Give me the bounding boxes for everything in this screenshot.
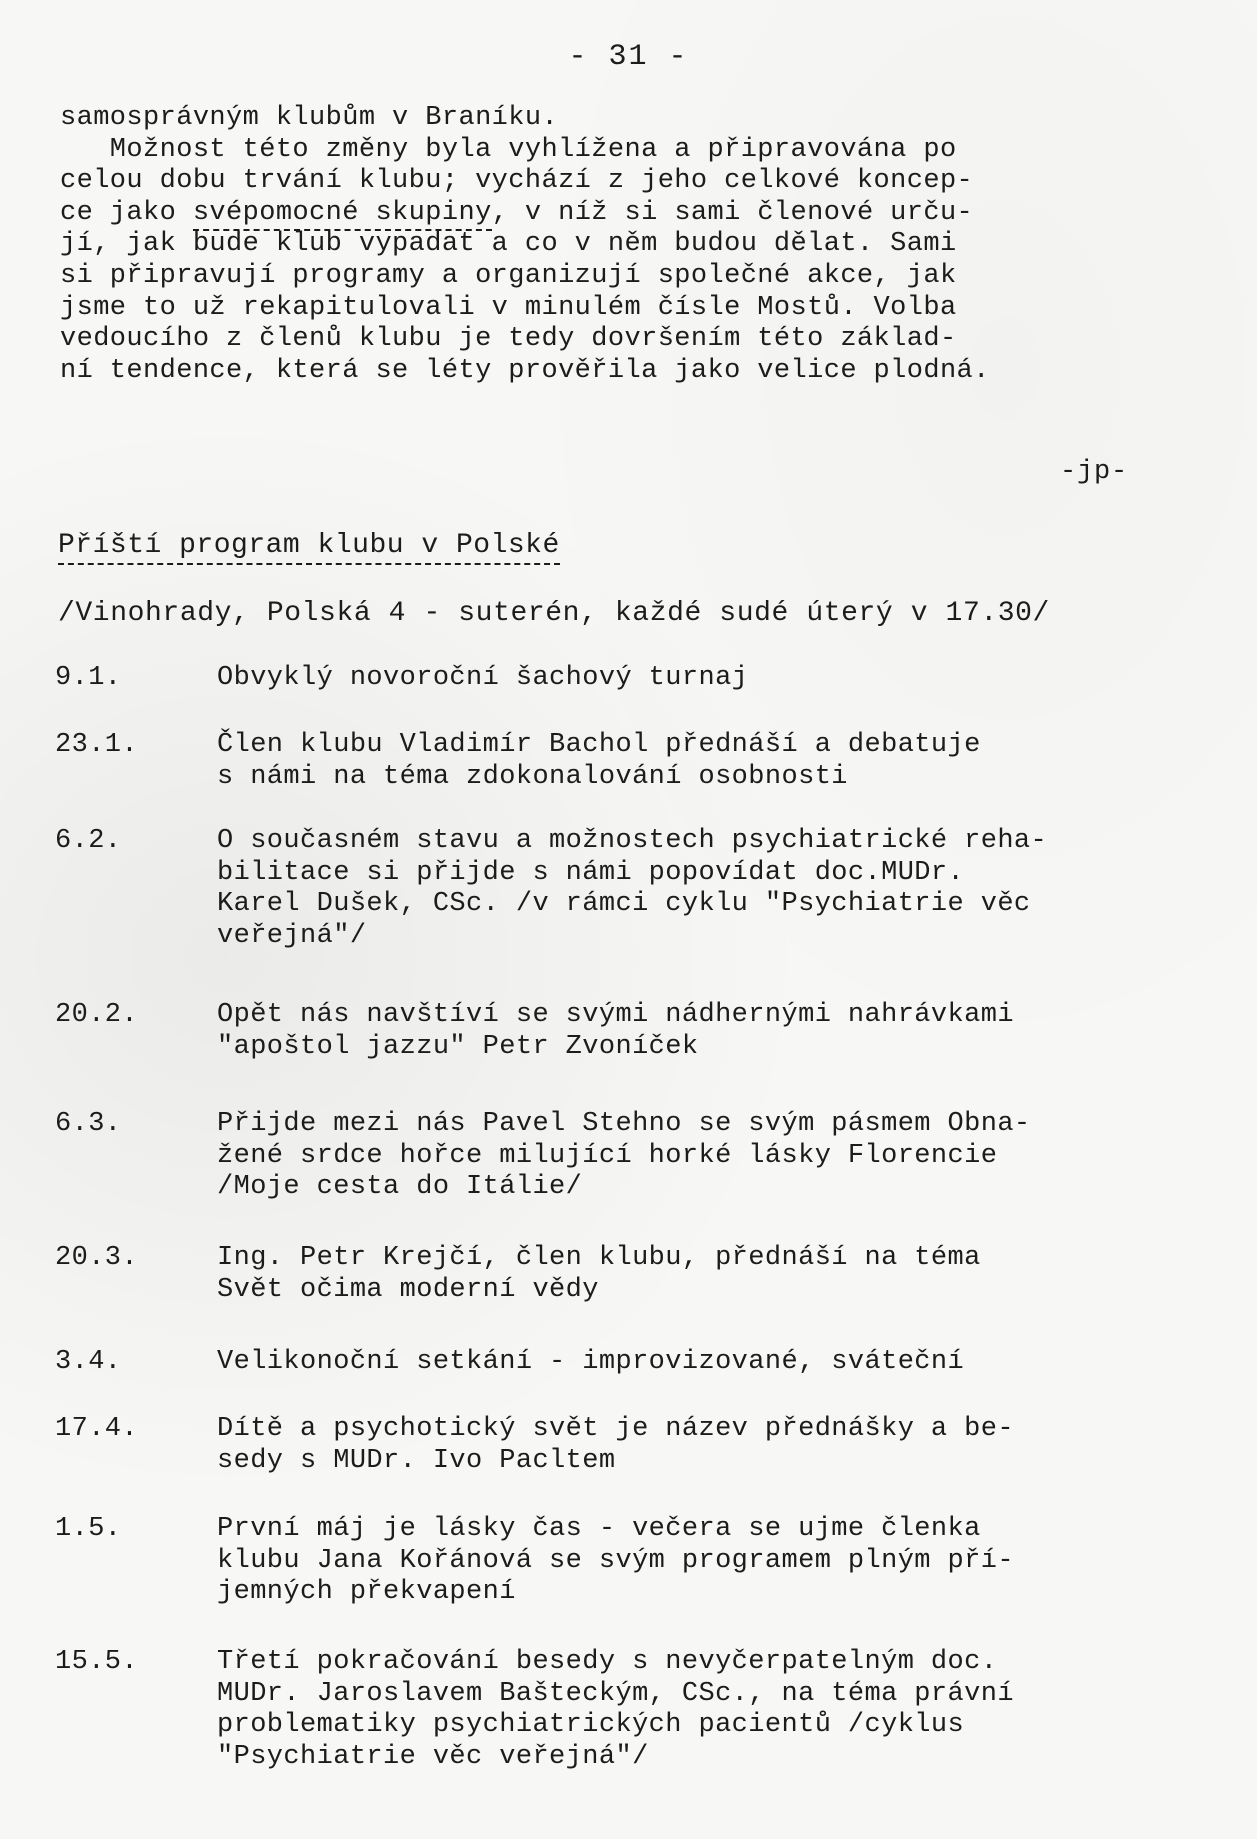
venue-line: /Vinohrady, Polská 4 - suterén, každé sudé úterý v 17.30/: [58, 598, 1050, 629]
intro-text-start: samosprávným klubům v Braníku. Možnost této změny byla vyhlížena a připravována po celou dobu trvání klubu; vychází z jeho celkové koncep- ce jako: [60, 103, 974, 228]
program-item-text: Třetí pokračování besedy s nevyčerpatelným doc. MUDr. Jaroslavem Bašteckým, CSc., na téma právní problematiky psychiatrických pacientů /cyklus "Psychiatrie věc veřejná"/: [217, 1647, 1014, 1772]
program-item-date: 20.3.: [55, 1243, 139, 1273]
program-item-date: 6.3.: [55, 1109, 122, 1139]
intro-text-end: , v níž si sami členové urču- jí, jak bude klub vypadat a co v něm budou dělat. Sami si připravují programy a organizují společné akce, jak jsme to už rekapitulovali v minulém čísle Mostů. Volba vedoucího z členů klubu je tedy dovršením této základ- ní tendence, která se léty prověřila jako velice plodná.: [60, 197, 990, 386]
program-item-text: Ing. Petr Krejčí, člen klubu, přednáší na téma Svět očima moderní vědy: [217, 1243, 981, 1305]
program-item-date: 20.2.: [55, 1000, 139, 1030]
author-signature: -jp-: [1060, 457, 1129, 487]
program-item-date: 9.1.: [55, 663, 122, 693]
program-item-date: 3.4.: [55, 1347, 122, 1377]
program-item-text: Opět nás navštíví se svými nádhernými nahrávkami "apoštol jazzu" Petr Zvoníček: [217, 1000, 1014, 1062]
program-item-date: 15.5.: [55, 1647, 139, 1677]
program-item-date: 1.5.: [55, 1514, 122, 1544]
program-item-text: Přijde mezi nás Pavel Stehno se svým pásmem Obna- žené srdce hořce milující horké lásky Florencie /Moje cesta do Itálie/: [217, 1109, 1031, 1203]
program-item-text: Obvyklý novoroční šachový turnaj: [217, 663, 749, 693]
program-item-text: Člen klubu Vladimír Bachol přednáší a debatuje s námi na téma zdokonalování osobnosti: [217, 730, 981, 792]
intro-underlined-phrase: svépomocné skupiny: [193, 198, 492, 231]
program-item-text: Velikonoční setkání - improvizované, sváteční: [217, 1347, 965, 1377]
program-item-text: Dítě a psychotický svět je název přednášky a be- sedy s MUDr. Ivo Pacltem: [217, 1414, 1014, 1476]
program-item-text: První máj je lásky čas - večera se ujme členka klubu Jana Kořánová se svým programem plným pří- jemných překvapení: [217, 1514, 1014, 1608]
program-item-date: 17.4.: [55, 1414, 139, 1444]
program-item-date: 23.1.: [55, 730, 139, 760]
section-heading: Příští program klubu v Polské: [58, 530, 560, 565]
page-number: - 31 -: [568, 40, 689, 74]
program-item-date: 6.2.: [55, 826, 122, 856]
program-item-text: O současném stavu a možnostech psychiatrické reha- bilitace si přijde s námi popovídat doc.MUDr. Karel Dušek, CSc. /v rámci cyklu "Psychiatrie věc veřejná"/: [217, 826, 1048, 951]
